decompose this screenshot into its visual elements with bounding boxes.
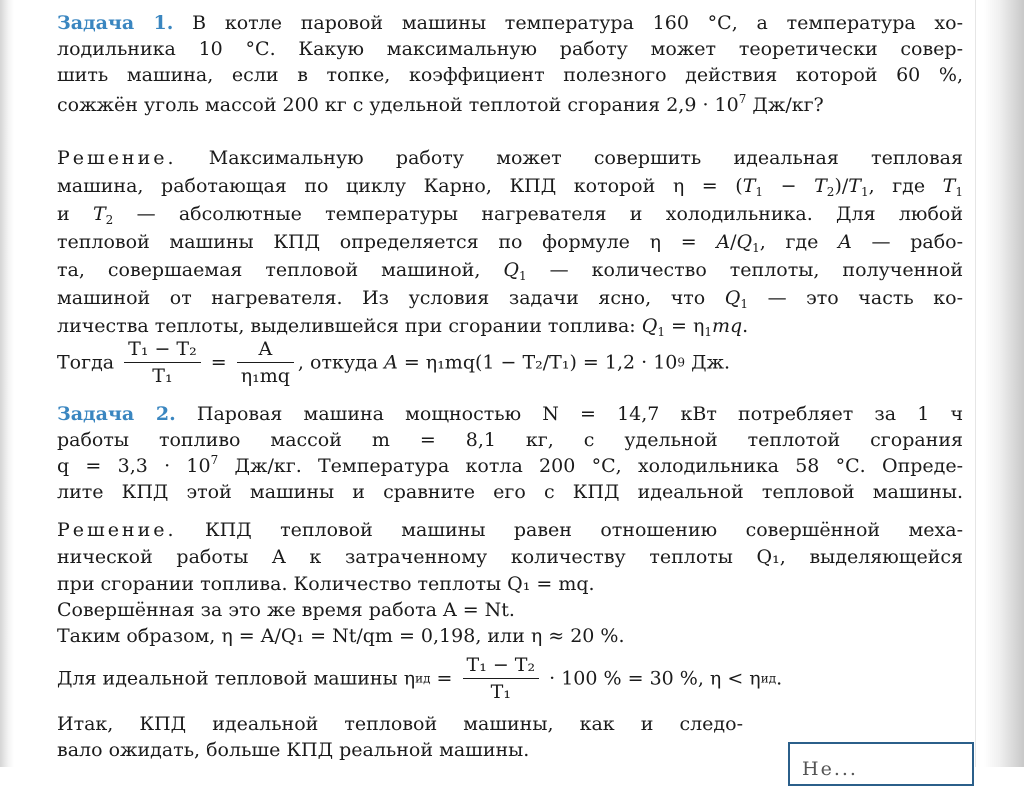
solution2-line-5: Таким образом, η = A/Q₁ = Nt/qm = 0,198, или η ≈ 20 %. — [57, 625, 625, 647]
fraction-ideal: $\frac{\text{T₁ − T₂}}{\text{T₁}}$ — [463, 654, 540, 703]
solution2-line-3: при сгорании топлива. Количество теплоты Q₁ = mq. — [57, 573, 595, 595]
task2-line-1: Задача 2. Паровая машина мощностью N = 14,7 кВт потребляет за 1 ч — [57, 403, 964, 425]
task2-label: Задача 2. — [57, 403, 176, 425]
solution1-line-5: та, совершаемая тепловой машиной, $Q_1$ — количество теплоты, полученной — [57, 259, 963, 283]
task2-line-3: $q = 3,3 \cdot 10^7$ Дж/кг. Температура котла 200 °С, холодильника 58 °С. Опреде- — [57, 453, 963, 477]
page-shadow-right — [984, 0, 1024, 767]
task1-line-2: лодильника 10 °С. Какую максимальную работу может теоретически совер- — [57, 38, 963, 60]
page-shadow-left — [0, 0, 14, 767]
conclusion-line-2: вало ожидать, больше КПД реальной машины. — [57, 739, 530, 761]
solution-word: Решение. — [57, 147, 177, 169]
solution1-formula-line: Тогда $\frac{\text{T₁ − T₂}}{\text{T₁}}$ = $\frac{A}{\text{η₁mq}}$ , откуда A = η₁mq(1 − T₂/T₁) = 1,2 · 109 Дж. — [57, 338, 731, 387]
page-fold-line — [975, 0, 976, 767]
info-box-text: Не... — [802, 758, 858, 780]
conclusion-line-1: Итак, КПД идеальной тепловой машины, как и следо- — [57, 713, 743, 735]
solution1-line-4: тепловой машины КПД определяется по формуле $\eta = A/Q_1$, где A — рабо- — [57, 231, 963, 255]
solution1-line-6: машиной от нагревателя. Из условия задачи ясно, что $Q_1$ — это часть ко- — [57, 287, 963, 311]
solution-word-2: Решение. — [57, 519, 177, 541]
solution1-line-2: машина, работающая по циклу Карно, КПД которой $\eta = (T_1 - T_2)/T_1$, где $T_1$ — [57, 175, 963, 199]
task1-label: Задача 1. — [57, 12, 174, 34]
task1-line-1: Задача 1. В котле паровой машины температура 160 °С, а температура хо- — [57, 12, 963, 34]
info-box-bottom-right — [788, 742, 974, 786]
task1-line-3: шить машина, если в топке, коэффициент полезного действия которой 60 %, — [57, 64, 963, 86]
solution2-line-1: Решение. КПД тепловой машины равен отношению совершённой меха- — [57, 519, 963, 541]
task2-line-2: работы топливо массой m = 8,1 кг, с удельной теплотой сгорания — [57, 429, 963, 451]
task1-line-4: сожжён уголь массой 200 кг с удельной теплотой сгорания $2,9 \cdot 10^7$ Дж/кг? — [57, 92, 824, 116]
fraction-carnot: $\frac{\text{T₁ − T₂}}{\text{T₁}}$ — [124, 338, 201, 387]
solution2-line-2: нической работы A к затраченному количеству теплоты Q₁, выделяющейся — [57, 546, 963, 568]
solution1-line-3: и $T_2$ — абсолютные температуры нагревателя и холодильника. Для любой — [57, 203, 963, 227]
solution2-line-4: Совершённая за это же время работа A = Nt. — [57, 599, 515, 621]
task2-line-4: лите КПД этой машины и сравните его с КПД идеальной тепловой машины. — [57, 481, 963, 503]
solution2-ideal-line: Для идеальной тепловой машины ηид = $\frac{\text{T₁ − T₂}}{\text{T₁}}$ · 100 % = 30 %, η < ηид. — [57, 654, 783, 703]
solution1-line-7: личества теплоты, выделившейся при сгорании топлива: $Q_1 = \eta_1mq$. — [57, 315, 749, 339]
fraction-work: $\frac{A}{\text{η₁mq}}$ — [237, 338, 294, 387]
solution1-line-1: Решение. Максимальную работу может совершить идеальная тепловая — [57, 147, 963, 169]
